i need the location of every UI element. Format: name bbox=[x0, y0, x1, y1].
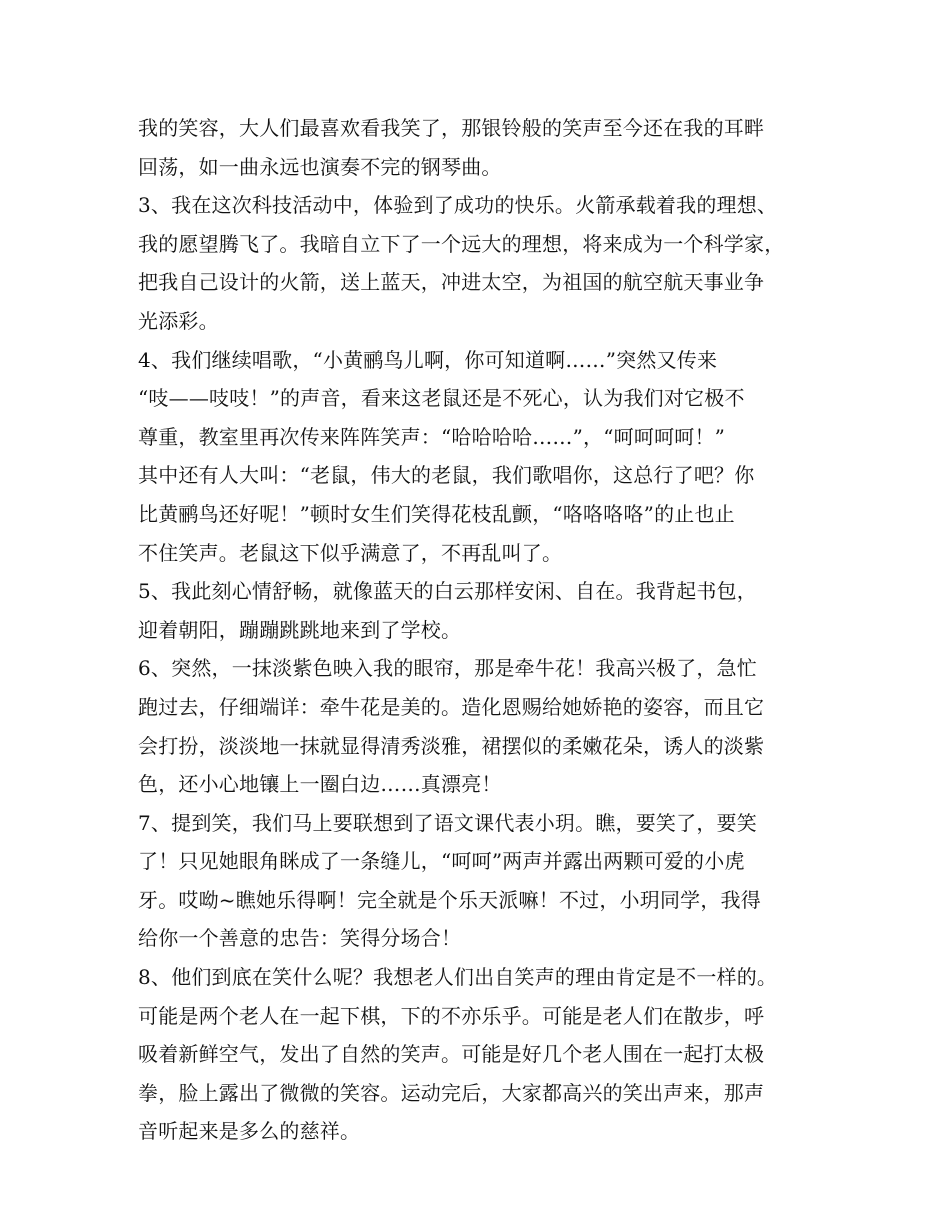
text-line: 我的愿望腾飞了。我暗自立下了一个远大的理想，将来成为一个科学家， bbox=[138, 231, 785, 256]
text-line: 回荡，如一曲永远也演奏不完的钢琴曲。 bbox=[138, 154, 502, 179]
text-line: 比黄鹂鸟还好呢！”顿时女生们笑得花枝乱颤，“咯咯咯咯”的止也止 bbox=[138, 501, 735, 526]
text-line: 光添彩。 bbox=[138, 308, 219, 333]
text-line: 会打扮，淡淡地一抹就显得清秀淡雅，裙摆似的柔嫩花朵，诱人的淡紫 bbox=[138, 733, 765, 758]
text-line: 6、突然，一抹淡紫色映入我的眼帘，那是牵牛花！我高兴极了，急忙 bbox=[138, 656, 757, 681]
text-line: 给你一个善意的忠告：笑得分场合！ bbox=[138, 926, 462, 951]
text-line: “吱——吱吱！”的声音，看来这老鼠还是不死心，认为我们对它极不 bbox=[138, 386, 745, 411]
text-line: 跑过去，仔细端详：牵牛花是美的。造化恩赐给她娇艳的姿容，而且它 bbox=[138, 694, 765, 719]
text-line: 4、我们继续唱歌，“小黄鹂鸟儿啊，你可知道啊……”突然又传来 bbox=[138, 347, 718, 372]
text-line: 3、我在这次科技活动中，体验到了成功的快乐。火箭承载着我的理想、 bbox=[138, 193, 778, 218]
text-line: 我的笑容，大人们最喜欢看我笑了，那银铃般的笑声至今还在我的耳畔 bbox=[138, 116, 765, 140]
text-line: 5、我此刻心情舒畅，就像蓝天的白云那样安闲、自在。我背起书包， bbox=[138, 579, 757, 604]
text-line: 音听起来是多么的慈祥。 bbox=[138, 1119, 361, 1144]
text-line: 不住笑声。老鼠这下似乎满意了，不再乱叫了。 bbox=[138, 540, 563, 565]
document-body bbox=[138, 109, 828, 1151]
text-line: 7、提到笑，我们马上要联想到了语文课代表小玥。瞧，要笑了，要笑 bbox=[138, 810, 757, 835]
text-line: 吸着新鲜空气，发出了自然的笑声。可能是好几个老人围在一起打太极 bbox=[138, 1042, 765, 1067]
text-line: 牙。哎呦~瞧她乐得啊！完全就是个乐天派嘛！不过，小玥同学，我得 bbox=[138, 887, 761, 912]
text-line: 尊重，教室里再次传来阵阵笑声：“哈哈哈哈……”，“呵呵呵呵！” bbox=[138, 424, 726, 449]
text-line: 迎着朝阳，蹦蹦跳跳地来到了学校。 bbox=[138, 617, 462, 642]
text-line: 把我自己设计的火箭，送上蓝天，冲进太空，为祖国的航空航天事业争 bbox=[138, 270, 765, 295]
text-line: 色，还小心地镶上一圈白边……真漂亮！ bbox=[138, 772, 502, 797]
text-line: 可能是两个老人在一起下棋，下的不亦乐乎。可能是老人们在散步，呼 bbox=[138, 1003, 765, 1028]
text-line: 了！只见她眼角眯成了一条缝儿，“呵呵”两声并露出两颗可爱的小虎 bbox=[138, 849, 745, 874]
text-line: 其中还有人大叫：“老鼠，伟大的老鼠，我们歌唱你，这总行了吧？你 bbox=[138, 463, 755, 488]
text-line: 拳，脸上露出了微微的笑容。运动完后，大家都高兴的笑出声来，那声 bbox=[138, 1080, 765, 1105]
text-line: 8、他们到底在笑什么呢？我想老人们出自笑声的理由肯定是不一样的。 bbox=[138, 965, 778, 990]
